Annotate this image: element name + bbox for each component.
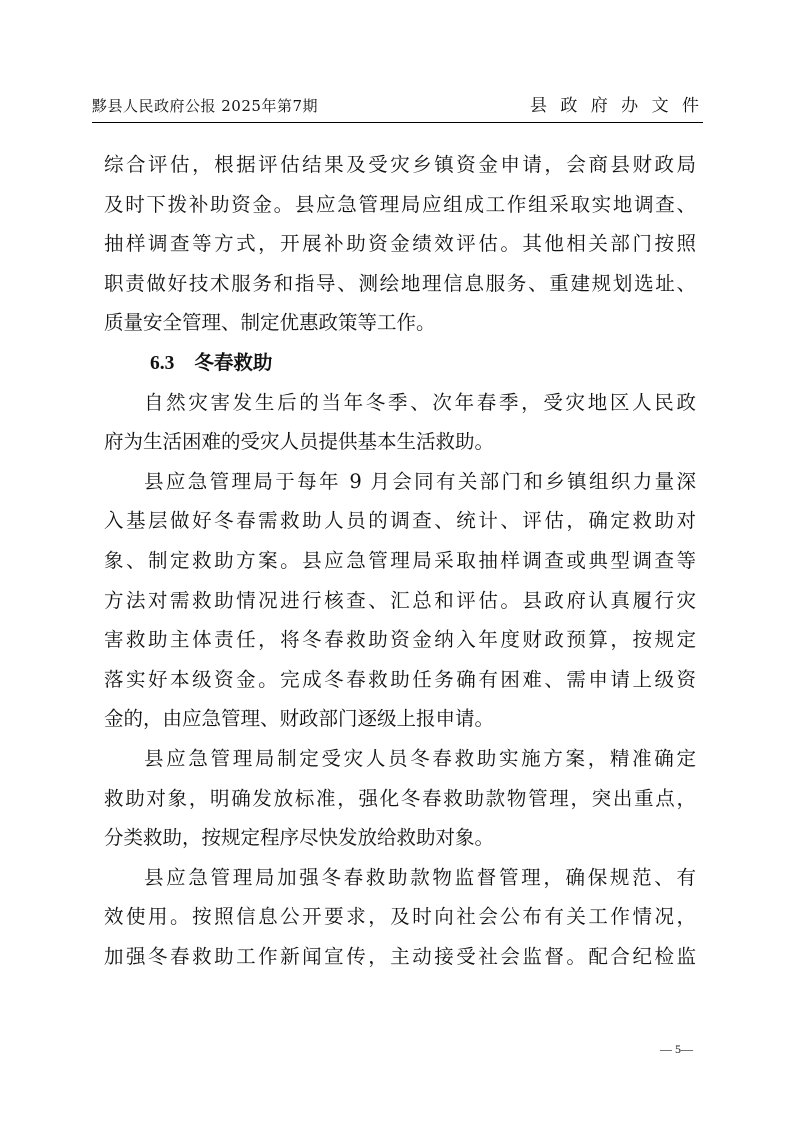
body-line: 入基层做好冬春需救助人员的调查、统计、评估，确定救助对 <box>104 509 696 533</box>
body-line: 害救助主体责任，将冬春救助资金纳入年度财政预算，按规定 <box>104 628 696 652</box>
body-line: 分类救助，按规定程序尽快发放给救助对象。 <box>104 826 495 850</box>
body-line: 府为生活困难的受灾人员提供基本生活救助。 <box>104 430 495 454</box>
body-line: 象、制定救助方案。县应急管理局采取抽样调查或典型调查等 <box>104 548 696 572</box>
publication-title: 黟县人民政府公报 2025年第7期 <box>92 97 318 115</box>
body-line: 县应急管理局加强冬春救助款物监督管理，确保规范、有 <box>144 865 696 889</box>
body-line: 县应急管理局制定受灾人员冬春救助实施方案，精准确定 <box>144 746 696 770</box>
body-line: 自然灾害发生后的当年冬季、次年春季，受灾地区人民政 <box>144 390 696 414</box>
body-line: 县应急管理局于每年 9 月会同有关部门和乡镇组织力量深 <box>144 469 696 493</box>
body-line: 抽样调查等方式，开展补助资金绩效评估。其他相关部门按照 <box>104 232 696 256</box>
section-heading <box>104 343 696 383</box>
body-line: 金的，由应急管理、财政部门逐级上报申请。 <box>104 707 495 731</box>
page-number: — 5— <box>660 1042 693 1056</box>
document-category: 县 政 府 办 文 件 <box>529 96 703 116</box>
body-line: 效使用。按照信息公开要求，及时向社会公布有关工作情况， <box>104 905 696 929</box>
section-title: 冬春救助 <box>194 350 273 374</box>
body-line: 及时下拨补助资金。县应急管理局应组成工作组采取实地调查、 <box>104 192 696 216</box>
body-line: 加强冬春救助工作新闻宣传，主动接受社会监督。配合纪检监 <box>104 944 696 968</box>
body-line: 质量安全管理、制定优惠政策等工作。 <box>104 311 436 335</box>
document-body <box>104 145 696 976</box>
body-line: 方法对需救助情况进行核查、汇总和评估。县政府认真履行灾 <box>104 588 696 612</box>
page-header <box>92 92 703 123</box>
body-line: 落实好本级资金。完成冬春救助任务确有困难、需申请上级资 <box>104 667 696 691</box>
body-line: 综合评估，根据评估结果及受灾乡镇资金申请，会商县财政局 <box>104 153 696 176</box>
section-number: 6.3 <box>150 352 175 374</box>
body-line: 职责做好技术服务和指导、测绘地理信息服务、重建规划选址、 <box>104 271 696 295</box>
body-line: 救助对象，明确发放标准，强化冬春救助款物管理，突出重点， <box>104 786 696 810</box>
